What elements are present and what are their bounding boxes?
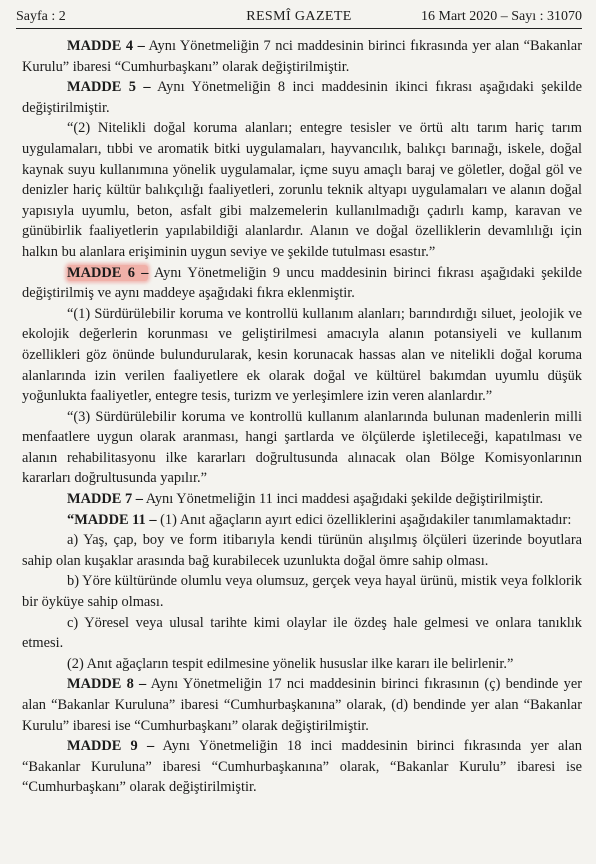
article-9 bbox=[22, 736, 582, 798]
article-7 bbox=[22, 489, 582, 510]
clause-b: b) Yöre kültüründe olumlu veya olumsuz, gerçek veya hayal ürünü, mistik veya folklorik bir öyküye sahip olması. bbox=[22, 573, 582, 611]
article-label: MADDE 8 – bbox=[67, 676, 147, 693]
article-text: Aynı Yönetmeliğin 8 inci maddesinin ikinci fıkrası aşağıdaki şekilde değiştirilmiştir. bbox=[22, 79, 582, 116]
article-text: Aynı Yönetmeliğin 9 uncu maddesinin birinci fıkrası aşağıdaki şekilde değiştirilmiş ve aynı maddeye aşağıdaki fıkra eklenmiştir. bbox=[22, 264, 582, 302]
date-issue: 16 Mart 2020 – Sayı : 31070 bbox=[421, 9, 582, 24]
article-text: Aynı Yönetmeliğin 7 nci maddesinin birinci fıkrasında yer alan “Bakanlar Kurulu” ibaresi “Cumhurbaşkanı” olarak değiştirilmiştir. bbox=[22, 38, 582, 75]
article-text: (1) Anıt ağaçların ayırt edici özelliklerini aşağıdakiler tanımlamaktadır: bbox=[156, 511, 572, 528]
article-label: “MADDE 11 – bbox=[67, 511, 157, 528]
article-11-intro bbox=[22, 510, 582, 531]
article-6 bbox=[22, 263, 582, 304]
article-4 bbox=[22, 36, 582, 77]
page-number: Sayfa : 2 bbox=[16, 9, 66, 24]
document-body bbox=[22, 36, 582, 798]
article-6-quote-3: “(3) Sürdürülebilir koruma ve kontrollü kullanım alanlarında bulunan madenlerin milli menfaatlere uygun olarak aranması, hangi şartlarda ve ölçülerde işletileceği, kapatılması ve alanın rehabilitasyonu ilke kararları doğrultusunda alınacak olan Bölge Komisyonlarının kararları doğrultusunda yapılır.” bbox=[22, 408, 582, 487]
page-header bbox=[16, 6, 582, 29]
clause-c: c) Yöresel veya ulusal tarihte kimi olaylar ile özdeş hale gelmesi ve onlara tanıklık etmesi. bbox=[22, 614, 582, 652]
article-text: Aynı Yönetmeliğin 18 inci maddesinin birinci fıkrasında yer alan “Bakanlar Kuruluna” ibaresi “Cumhurbaşkanına” olarak, “Bakanlar Kurulu” ibaresi ise “Cumhurbaşkanı” olarak değiştirilmiştir. bbox=[22, 738, 582, 796]
article-5-quote: “(2) Nitelikli doğal koruma alanları; entegre tesisler ve örtü altı tarım hariç tarım uygulamaları, tıbbi ve aromatik bitki uygulamaları, hayvancılık, balıkçı barınağı, iskele, doğal kaynak suyu kullanımına yönelik uygulamalar, içme suyu amaçlı baraj ve göletler, doğal göl ve denizler hariç kültür balıkçılığı faaliyetleri, zorunlu teknik altyapı uygulamaları ve alanın doğal yapısıyla uyumlu, beton, asfalt gibi malzemelerin kullanılmadığı çadırlı kamp, karavan ve günübirlik faaliyetlerin yapılabildiği alanlardır. Alanın ve doğal özelliklerin devamlılığı için halkın bu alanlara erişiminin uygun seviye ve şekilde tutulması esastır.” bbox=[22, 120, 582, 260]
article-text: Aynı Yönetmeliğin 11 inci maddesi aşağıdaki şekilde değiştirilmiştir. bbox=[142, 491, 544, 508]
article-text: Aynı Yönetmeliğin 17 nci maddesinin birinci fıkrasının (ç) bendinde yer alan “Bakanlar Kuruluna” ibaresi “Cumhurbaşkanına” olarak, (d) bendinde yer alan “Bakanlar Kurulu” ibaresi ise “Cumhurbaşkanı” olarak değiştirilmiştir. bbox=[22, 676, 582, 734]
article-label: MADDE 5 – bbox=[67, 79, 151, 96]
article-label: MADDE 4 – bbox=[67, 38, 145, 54]
clause-a: a) Yaş, çap, boy ve form itibarıyla kendi türünün alışılmış ölçüleri üzerinde boyutlara sahip olan kuşaklar arasında bağ kurabilecek uzunlukta doğal ömre sahip olması. bbox=[22, 532, 582, 569]
article-6-quote-1: “(1) Sürdürülebilir koruma ve kontrollü kullanım alanları; barındırdığı siluet, jeolojik ve ekolojik değerlerin korunması ve geliştirilmesi amacıyla alanın potansiyeli ve kullanım özellikleri göz önünde bulundurularak, kesin korunacak hassas alan ve nitelikli doğal koruma alanlarında izin verilen faaliyetlere ek olarak doğal ve kültürel bakımdan uyumlu düşük yoğunlukta faaliyetler, entegre tesis, turizm ve yerleşimlere izin veren alanlardır.” bbox=[22, 305, 582, 405]
article-label: MADDE 7 – bbox=[67, 491, 143, 508]
gazette-title: RESMÎ GAZETE bbox=[246, 9, 352, 24]
highlighted-article-label: MADDE 6 – bbox=[67, 264, 149, 281]
article-8 bbox=[22, 674, 582, 736]
article-5 bbox=[22, 77, 582, 118]
article-label: MADDE 9 – bbox=[67, 738, 155, 755]
clause-2: (2) Anıt ağaçların tespit edilmesine yönelik hususlar ilke kararı ile belirlenir.” bbox=[67, 655, 514, 672]
